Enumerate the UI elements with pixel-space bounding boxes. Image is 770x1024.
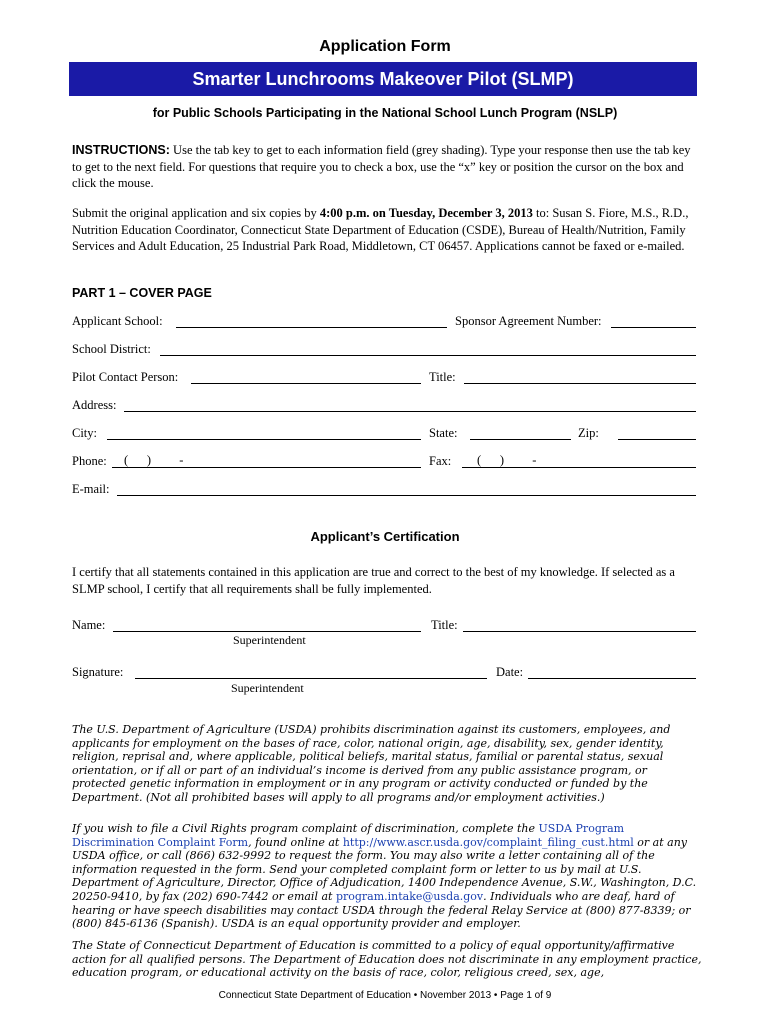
- submit-before: Submit the original application and six copies by: [72, 206, 320, 220]
- program-banner: Smarter Lunchrooms Makeover Pilot (SLMP): [69, 62, 697, 96]
- instructions-text: Use the tab key to get to each information field (grey shading). Type your response then use the tab key to get to the next field. For questions that require you to check a box, use the “x” key or position the cursor on the box and click the mouse.: [72, 143, 691, 190]
- page-footer: Connecticut State Department of Education • November 2013 • Page 1 of 9: [218, 990, 552, 1001]
- name-field[interactable]: [113, 631, 421, 632]
- date-label: Date:: [496, 665, 524, 679]
- complaint-text-d: . Individuals who are deaf, hard of hearing or have speech disabilities may contact USDA through the federal Relay Service at (800) 877-8339; or (800) 845-6136 (Spanish). USDA is an equal opportunity provider and employer.: [72, 889, 691, 931]
- date-field[interactable]: [528, 678, 696, 679]
- zip-field[interactable]: [618, 439, 696, 440]
- name-label: Name:: [72, 618, 106, 632]
- phone-mask: ( ) -: [124, 453, 184, 467]
- contact-title-label: Title:: [429, 370, 456, 384]
- certification-heading: Applicant’s Certification: [310, 529, 460, 544]
- fax-label: Fax:: [429, 454, 452, 468]
- form-title: Application Form: [319, 38, 451, 55]
- email-label: E-mail:: [72, 482, 110, 496]
- submit-after: to: Susan S. Fiore, M.S., R.D., Nutrition Education Coordinator, Connecticut State Department of Education (CSDE), Bureau of Health/Nutrition, Family Services and Adult Education, 25 Industrial Park Road, Middletown, CT 06457. Applications cannot be faxed or e-mailed.: [72, 206, 689, 253]
- email-field[interactable]: [117, 495, 696, 496]
- pilot-contact-field[interactable]: [191, 383, 421, 384]
- fax-mask: ( ) -: [477, 453, 537, 467]
- signature-caption: Superintendent: [231, 681, 304, 695]
- city-label: City:: [72, 426, 98, 440]
- school-district-label: School District:: [72, 342, 151, 356]
- sponsor-agreement-label: Sponsor Agreement Number:: [455, 314, 602, 328]
- pilot-contact-label: Pilot Contact Person:: [72, 370, 179, 384]
- contact-title-field[interactable]: [464, 383, 696, 384]
- instructions: [72, 142, 702, 192]
- usda-complaint: [72, 822, 702, 931]
- signature-label: Signature:: [72, 665, 124, 679]
- complaint-url-link[interactable]: http://www.ascr.usda.gov/complaint_filing_cust.html: [342, 835, 634, 849]
- zip-label: Zip:: [578, 426, 599, 440]
- address-field[interactable]: [124, 411, 696, 412]
- cert-title-field[interactable]: [463, 631, 696, 632]
- complaint-text-c: or at any USDA office, or call (866) 632-9992 to request the form. You may also write a letter containing all of the information requested in the form. Send your completed complaint form or letter to us by mail at U.S. Department of Agriculture, Director, Office of Adjudication, 1400 Independence Avenue, S.W., Washington, D.C. 20250-9410, by fax (202) 690-7442 or email at: [72, 835, 697, 903]
- name-caption: Superintendent: [233, 633, 306, 647]
- school-district-field[interactable]: [160, 355, 696, 356]
- cert-title-label: Title:: [431, 618, 458, 632]
- part1-heading: PART 1 – COVER PAGE: [72, 286, 212, 300]
- complaint-form-link[interactable]: USDA Program Discrimination Complaint Form: [72, 822, 625, 849]
- state-label: State:: [429, 426, 458, 440]
- ct-equal-opportunity: The State of Connecticut Department of Education is committed to a policy of equal opportunity/affirmative action for all qualified persons. The Department of Education does not discriminate in any employment practice, education program, or educational activity on the basis of race, color, religious creed, sex, age,: [72, 939, 702, 980]
- program-subtitle: for Public Schools Participating in the National School Lunch Program (NSLP): [152, 106, 618, 120]
- address-label: Address:: [72, 398, 117, 412]
- phone-label: Phone:: [72, 454, 107, 468]
- complaint-text-a: If you wish to file a Civil Rights program complaint of discrimination, complete the: [72, 822, 539, 835]
- usda-nondiscrimination: The U.S. Department of Agriculture (USDA) prohibits discrimination against its customers, employees, and applicants for employment on the bases of race, color, national origin, age, disability, sex, gender identity, religion, reprisal and, where applicable, political beliefs, marital status, familial or parental status, sexual orientation, or if all or part of an individual’s income is derived from any public assistance program, or protected genetic information in employment or in any program or activity conducted or funded by the Department. (Not all prohibited bases will apply to all programs and/or employment activities.): [72, 723, 671, 804]
- applicant-school-label: Applicant School:: [72, 314, 163, 328]
- city-field[interactable]: [107, 439, 421, 440]
- instructions-label: INSTRUCTIONS:: [72, 143, 170, 157]
- submit-deadline: 4:00 p.m. on Tuesday, December 3, 2013: [319, 206, 533, 220]
- program-intake-email-link[interactable]: program.intake@usda.gov: [335, 889, 484, 903]
- signature-field[interactable]: [135, 678, 487, 679]
- applicant-school-field[interactable]: [176, 327, 447, 328]
- sponsor-agreement-field[interactable]: [611, 327, 696, 328]
- certification-text: I certify that all statements contained in this application are true and correct to the best of my knowledge. If selected as a SLMP school, I certify that all requirements shall be fully implemented.: [72, 565, 675, 596]
- state-field[interactable]: [470, 439, 571, 440]
- submission-info: [72, 205, 702, 255]
- complaint-text-b: , found online at: [248, 835, 343, 849]
